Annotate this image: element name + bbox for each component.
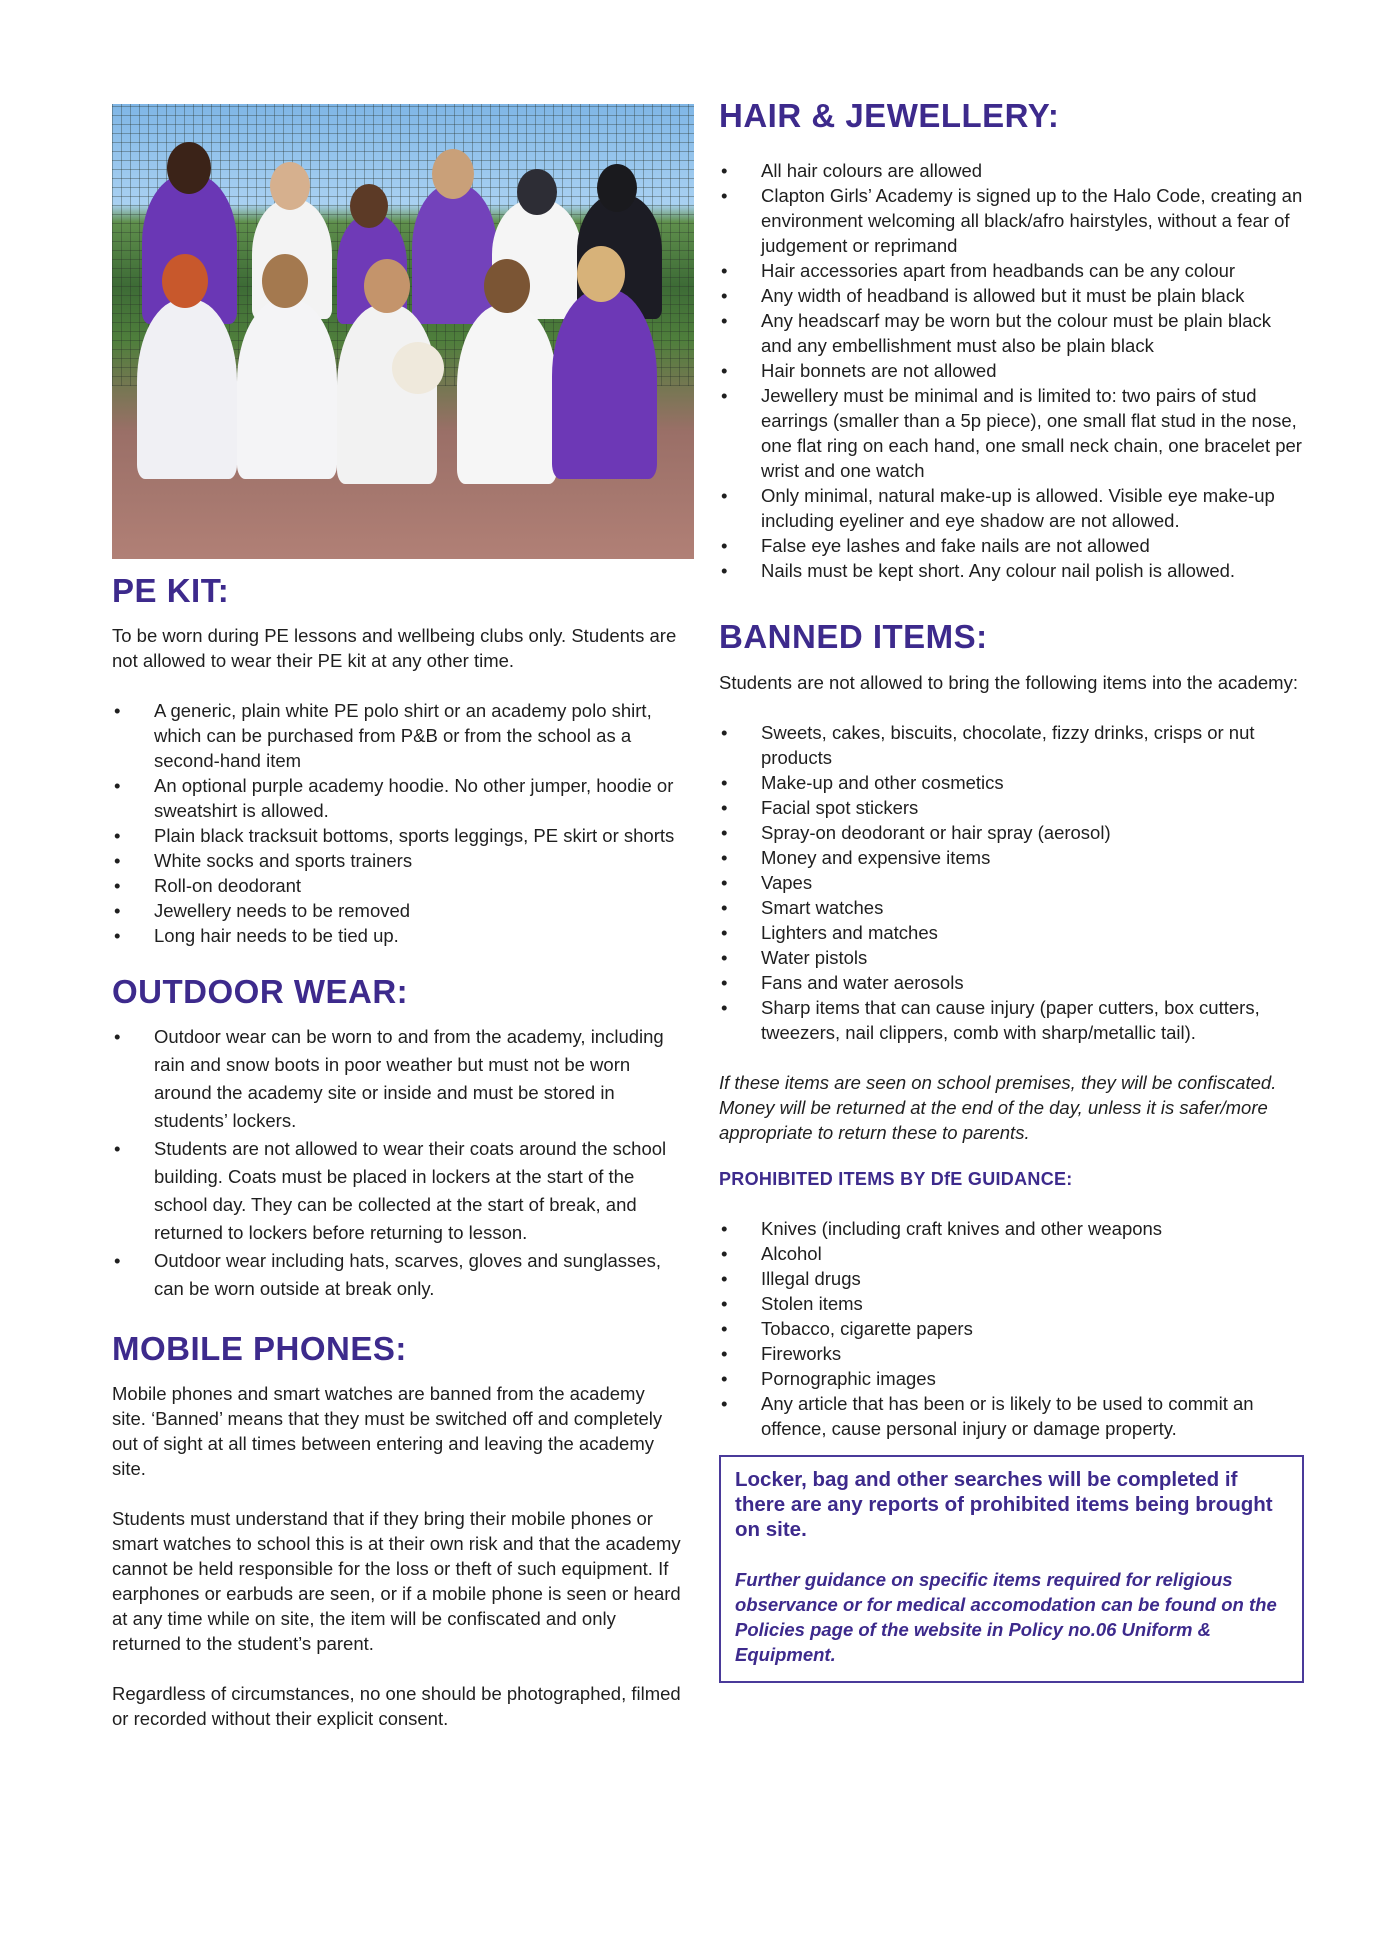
pe-kit-list bbox=[112, 698, 682, 948]
student-figure bbox=[552, 289, 657, 479]
student-head bbox=[577, 246, 625, 302]
banned-note: If these items are seen on school premises, they will be confiscated. Money will be returned at the end of the day, unless it is safer/more appropriate to return these to parents. bbox=[719, 1071, 1277, 1143]
list-item: • Only minimal, natural make-up is allowed. Visible eye make-up including eyeliner and eye shadow are not allowed. bbox=[719, 483, 1304, 533]
notice-further-guidance: Further guidance on specific items required for religious observance or for medical accomodation can be found on the Policies page of the website in Policy no.06 Uniform & Equipment. bbox=[735, 1568, 1277, 1665]
pe-kit-intro: To be worn during PE lessons and wellbeing clubs only. Students are not allowed to wear their PE kit at any other time. bbox=[112, 625, 677, 672]
list-item: • Students are not allowed to wear their coats around the school building. Coats must be placed in lockers at the start of the school day. They can be collected at the start of break, and returned to lockers before returning to lesson. bbox=[112, 1135, 682, 1247]
list-item: • Sweets, cakes, biscuits, chocolate, fizzy drinks, crisps or nut products bbox=[719, 720, 1304, 770]
list-item: • Illegal drugs bbox=[719, 1266, 1304, 1291]
list-item: • Tobacco, cigarette papers bbox=[719, 1316, 1304, 1341]
student-figure bbox=[337, 304, 437, 484]
list-item: • Water pistols bbox=[719, 945, 1304, 970]
list-item: • Roll-on deodorant bbox=[112, 873, 682, 898]
list-item: • Knives (including craft knives and other weapons bbox=[719, 1216, 1304, 1241]
list-item: • Pornographic images bbox=[719, 1366, 1304, 1391]
mobile-para-2: Students must understand that if they bring their mobile phones or smart watches to school this is at their own risk and that the academy cannot be held responsible for the loss or theft of such equipment. If earphones or earbuds are seen, or if a mobile phone is seen or heard at any time while on site, the item will be confiscated and only returned to the student’s parent. bbox=[112, 1507, 681, 1654]
student-figure bbox=[412, 184, 497, 324]
list-item: • White socks and sports trainers bbox=[112, 848, 682, 873]
student-head bbox=[364, 259, 410, 313]
outdoor-wear-heading: OUTDOOR WEAR: bbox=[112, 973, 409, 1011]
list-item: • Sharp items that can cause injury (paper cutters, box cutters, tweezers, nail clippers, comb with sharp/metallic tail). bbox=[719, 995, 1304, 1045]
student-figure bbox=[237, 299, 337, 479]
list-item: • Plain black tracksuit bottoms, sports leggings, PE skirt or shorts bbox=[112, 823, 682, 848]
student-head bbox=[162, 254, 208, 308]
prohibited-heading: PROHIBITED ITEMS BY DfE GUIDANCE: bbox=[719, 1168, 1073, 1189]
hair-jewellery-list bbox=[719, 158, 1304, 583]
list-item: • Lighters and matches bbox=[719, 920, 1304, 945]
right-column bbox=[719, 98, 1304, 1683]
team-photo bbox=[112, 104, 694, 559]
banned-intro: Students are not allowed to bring the following items into the academy: bbox=[719, 671, 1298, 693]
list-item: • Spray-on deodorant or hair spray (aerosol) bbox=[719, 820, 1304, 845]
student-head bbox=[597, 164, 637, 212]
list-item: • Stolen items bbox=[719, 1291, 1304, 1316]
left-column bbox=[112, 98, 682, 1731]
pe-kit-heading: PE KIT: bbox=[112, 572, 230, 609]
list-item: • Facial spot stickers bbox=[719, 795, 1304, 820]
student-head bbox=[350, 184, 388, 228]
banned-items-heading: BANNED ITEMS: bbox=[719, 618, 988, 656]
list-item: • False eye lashes and fake nails are not allowed bbox=[719, 533, 1304, 558]
netball bbox=[392, 342, 444, 394]
list-item: • Jewellery must be minimal and is limited to: two pairs of stud earrings (smaller than a 5p piece), one small flat stud in the nose, one flat ring on each hand, one small neck chain, one bracelet per wrist and one watch bbox=[719, 383, 1304, 483]
list-item: • Alcohol bbox=[719, 1241, 1304, 1266]
list-item: • Hair accessories apart from headbands can be any colour bbox=[719, 258, 1304, 283]
student-head bbox=[167, 142, 211, 194]
student-figure bbox=[137, 299, 237, 479]
notice-searches: Locker, bag and other searches will be completed if there are any reports of prohibited items being brought on site. bbox=[735, 1467, 1273, 1541]
outdoor-wear-list bbox=[112, 1023, 682, 1303]
list-item: • Smart watches bbox=[719, 895, 1304, 920]
list-item: • An optional purple academy hoodie. No other jumper, hoodie or sweatshirt is allowed. bbox=[112, 773, 682, 823]
student-head bbox=[517, 169, 557, 215]
list-item: • Any article that has been or is likely to be used to commit an offence, cause personal injury or damage property. bbox=[719, 1391, 1304, 1441]
list-item: • Outdoor wear including hats, scarves, gloves and sunglasses, can be worn outside at break only. bbox=[112, 1247, 682, 1303]
list-item: • Nails must be kept short. Any colour nail polish is allowed. bbox=[719, 558, 1304, 583]
list-item: • Jewellery needs to be removed bbox=[112, 898, 682, 923]
list-item: • All hair colours are allowed bbox=[719, 158, 1304, 183]
student-head bbox=[484, 259, 530, 313]
mobile-para-1: Mobile phones and smart watches are banned from the academy site. ‘Banned’ means that they must be switched off and completely out of sight at all times between entering and leaving the academy site. bbox=[112, 1382, 663, 1479]
student-figure bbox=[457, 304, 557, 484]
list-item: • A generic, plain white PE polo shirt or an academy polo shirt, which can be purchased from P&B or from the school as a second-hand item bbox=[112, 698, 682, 773]
mobile-phones-heading: MOBILE PHONES: bbox=[112, 1329, 407, 1367]
list-item: • Any headscarf may be worn but the colour must be plain black and any embellishment must also be plain black bbox=[719, 308, 1304, 358]
prohibited-list bbox=[719, 1216, 1304, 1441]
banned-items-list bbox=[719, 720, 1304, 1045]
list-item: • Vapes bbox=[719, 870, 1304, 895]
mobile-para-3: Regardless of circumstances, no one should be photographed, filmed or recorded without their explicit consent. bbox=[112, 1682, 681, 1729]
list-item: • Make-up and other cosmetics bbox=[719, 770, 1304, 795]
list-item: • Long hair needs to be tied up. bbox=[112, 923, 682, 948]
student-head bbox=[270, 162, 310, 210]
list-item: • Any width of headband is allowed but it must be plain black bbox=[719, 283, 1304, 308]
notice-box bbox=[719, 1455, 1304, 1683]
list-item: • Clapton Girls’ Academy is signed up to the Halo Code, creating an environment welcoming all black/afro hairstyles, without a fear of judgement or reprimand bbox=[719, 183, 1304, 258]
hair-jewellery-heading: HAIR & JEWELLERY: bbox=[719, 97, 1060, 134]
list-item: • Fans and water aerosols bbox=[719, 970, 1304, 995]
list-item: • Money and expensive items bbox=[719, 845, 1304, 870]
student-head bbox=[262, 254, 308, 308]
list-item: • Fireworks bbox=[719, 1341, 1304, 1366]
student-head bbox=[432, 149, 474, 199]
list-item: • Outdoor wear can be worn to and from the academy, including rain and snow boots in poor weather but must not be worn around the academy site or inside and must be stored in students’ lockers. bbox=[112, 1023, 682, 1135]
list-item: • Hair bonnets are not allowed bbox=[719, 358, 1304, 383]
